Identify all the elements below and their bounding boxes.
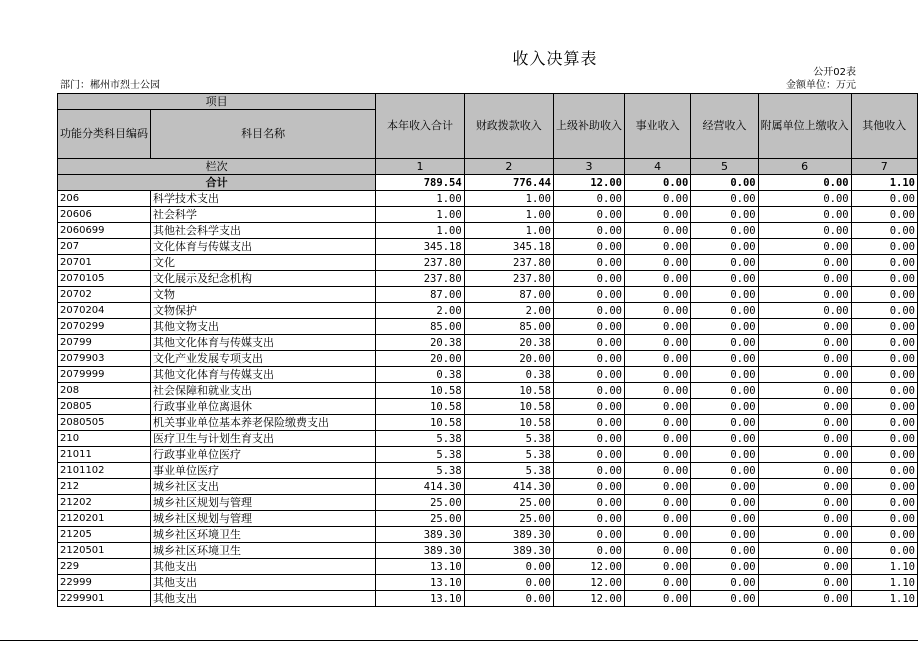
subject-name-cell: 其他文化体育与传媒支出 (151, 367, 376, 383)
amount-cell: 0.00 (553, 191, 624, 207)
amount-cell: 0.00 (851, 207, 917, 223)
lanci-number: 4 (624, 159, 690, 175)
table-row (58, 527, 918, 543)
table-row (58, 319, 918, 335)
table-row (58, 239, 918, 255)
subject-name-cell: 文化展示及纪念机构 (151, 271, 376, 287)
subject-name-cell: 事业单位医疗 (151, 463, 376, 479)
amount-cell: 0.00 (691, 207, 758, 223)
amount-cell: 0.00 (758, 383, 851, 399)
amount-cell: 0.00 (553, 255, 624, 271)
amount-cell: 25.00 (464, 495, 553, 511)
table-row (58, 335, 918, 351)
amount-cell: 1.10 (851, 591, 917, 607)
amount-cell: 0.00 (553, 319, 624, 335)
amount-cell: 0.00 (851, 543, 917, 559)
amount-cell: 0.00 (624, 223, 690, 239)
amount-cell: 0.00 (758, 303, 851, 319)
amount-cell: 0.00 (624, 319, 690, 335)
header-col-1: 本年收入合计 (376, 94, 464, 159)
subject-name-cell: 文化产业发展专项支出 (151, 351, 376, 367)
amount-cell: 0.00 (464, 591, 553, 607)
amount-cell: 0.00 (758, 335, 851, 351)
amount-cell: 0.00 (758, 479, 851, 495)
amount-cell: 0.00 (624, 575, 690, 591)
amount-cell: 0.00 (624, 255, 690, 271)
amount-cell: 0.00 (624, 495, 690, 511)
table-body (58, 191, 918, 607)
amount-cell: 0.00 (464, 559, 553, 575)
function-code-cell: 206 (58, 191, 151, 207)
amount-cell: 0.00 (624, 303, 690, 319)
amount-cell: 0.00 (758, 463, 851, 479)
function-code-cell: 229 (58, 559, 151, 575)
amount-cell: 0.00 (553, 463, 624, 479)
amount-cell: 0.00 (553, 415, 624, 431)
amount-cell: 0.00 (851, 191, 917, 207)
amount-cell: 20.38 (376, 335, 464, 351)
total-value: 0.00 (691, 175, 758, 191)
header-item: 项目 (58, 94, 376, 110)
amount-cell: 389.30 (464, 527, 553, 543)
total-value: 1.10 (851, 175, 917, 191)
amount-cell: 0.00 (553, 207, 624, 223)
subject-name-cell: 城乡社区环境卫生 (151, 543, 376, 559)
amount-cell: 0.00 (553, 287, 624, 303)
table-row (58, 367, 918, 383)
amount-cell: 0.00 (851, 383, 917, 399)
amount-cell: 0.00 (758, 239, 851, 255)
function-code-cell: 210 (58, 431, 151, 447)
total-value: 12.00 (553, 175, 624, 191)
amount-cell: 0.00 (758, 255, 851, 271)
amount-cell: 0.00 (691, 383, 758, 399)
amount-cell: 0.00 (691, 559, 758, 575)
amount-cell: 0.00 (691, 591, 758, 607)
amount-cell: 414.30 (376, 479, 464, 495)
amount-cell: 0.00 (851, 335, 917, 351)
amount-cell: 0.00 (691, 495, 758, 511)
subject-name-cell: 文化体育与传媒支出 (151, 239, 376, 255)
lanci-number: 2 (464, 159, 553, 175)
amount-cell: 389.30 (376, 527, 464, 543)
table-row (58, 495, 918, 511)
function-code-cell: 21011 (58, 447, 151, 463)
table-row (58, 463, 918, 479)
amount-cell: 0.38 (464, 367, 553, 383)
income-final-accounts-table (57, 93, 918, 607)
page-divider (0, 640, 918, 641)
amount-cell: 0.00 (758, 319, 851, 335)
function-code-cell: 2080505 (58, 415, 151, 431)
amount-cell: 0.00 (851, 463, 917, 479)
amount-cell: 0.00 (553, 367, 624, 383)
amount-cell: 0.00 (851, 239, 917, 255)
amount-cell: 0.00 (758, 431, 851, 447)
amount-cell: 0.00 (553, 447, 624, 463)
amount-cell: 0.00 (691, 431, 758, 447)
header-subject-name: 科目名称 (151, 110, 376, 159)
amount-cell: 0.00 (758, 399, 851, 415)
amount-cell: 0.00 (464, 575, 553, 591)
amount-cell: 5.38 (376, 431, 464, 447)
subject-name-cell: 行政事业单位医疗 (151, 447, 376, 463)
total-value: 776.44 (464, 175, 553, 191)
amount-cell: 0.00 (758, 271, 851, 287)
amount-cell: 0.00 (691, 447, 758, 463)
amount-cell: 5.38 (464, 463, 553, 479)
amount-cell: 10.58 (464, 399, 553, 415)
amount-cell: 0.00 (851, 367, 917, 383)
amount-cell: 1.00 (464, 223, 553, 239)
amount-cell: 0.00 (758, 191, 851, 207)
amount-cell: 5.38 (376, 447, 464, 463)
amount-cell: 0.00 (624, 463, 690, 479)
amount-cell: 5.38 (376, 463, 464, 479)
amount-unit-label: 金额单位：万元 (786, 80, 856, 91)
amount-cell: 0.00 (851, 287, 917, 303)
amount-cell: 0.00 (691, 543, 758, 559)
amount-cell: 0.00 (624, 511, 690, 527)
table-row (58, 191, 918, 207)
amount-cell: 10.58 (464, 415, 553, 431)
amount-cell: 0.00 (758, 367, 851, 383)
table-row (58, 591, 918, 607)
amount-cell: 237.80 (464, 271, 553, 287)
table-row (58, 543, 918, 559)
amount-cell: 0.00 (624, 335, 690, 351)
amount-cell: 0.00 (553, 383, 624, 399)
amount-cell: 0.00 (758, 527, 851, 543)
amount-cell: 345.18 (464, 239, 553, 255)
amount-cell: 0.00 (851, 527, 917, 543)
header-col-7: 其他收入 (851, 94, 917, 159)
table-row (58, 287, 918, 303)
subject-name-cell: 城乡社区环境卫生 (151, 527, 376, 543)
amount-cell: 0.00 (624, 271, 690, 287)
amount-cell: 0.00 (758, 559, 851, 575)
amount-cell: 0.00 (851, 511, 917, 527)
amount-cell: 0.00 (851, 319, 917, 335)
form-number: 公开02表 (813, 67, 856, 78)
function-code-cell: 20606 (58, 207, 151, 223)
amount-cell: 237.80 (376, 271, 464, 287)
amount-cell: 0.00 (691, 335, 758, 351)
amount-cell: 10.58 (376, 383, 464, 399)
amount-cell: 0.00 (553, 543, 624, 559)
amount-cell: 10.58 (376, 399, 464, 415)
function-code-cell: 207 (58, 239, 151, 255)
amount-cell: 0.00 (851, 415, 917, 431)
subject-name-cell: 城乡社区规划与管理 (151, 495, 376, 511)
function-code-cell: 22999 (58, 575, 151, 591)
amount-cell: 0.00 (691, 271, 758, 287)
amount-cell: 0.00 (624, 383, 690, 399)
subject-name-cell: 科学技术支出 (151, 191, 376, 207)
amount-cell: 25.00 (376, 495, 464, 511)
header-col-2: 财政拨款收入 (464, 94, 553, 159)
table-row (58, 447, 918, 463)
amount-cell: 345.18 (376, 239, 464, 255)
amount-cell: 5.38 (464, 447, 553, 463)
table-row (58, 383, 918, 399)
amount-cell: 0.00 (691, 287, 758, 303)
amount-cell: 87.00 (464, 287, 553, 303)
subject-name-cell: 社会保障和就业支出 (151, 383, 376, 399)
amount-cell: 0.00 (553, 303, 624, 319)
amount-cell: 5.38 (464, 431, 553, 447)
subject-name-cell: 其他文物支出 (151, 319, 376, 335)
amount-cell: 0.38 (376, 367, 464, 383)
amount-cell: 0.00 (553, 527, 624, 543)
lanci-number: 5 (691, 159, 758, 175)
amount-cell: 0.00 (691, 319, 758, 335)
amount-cell: 0.00 (851, 479, 917, 495)
table-row (58, 255, 918, 271)
amount-cell: 0.00 (624, 367, 690, 383)
amount-cell: 0.00 (758, 495, 851, 511)
amount-cell: 0.00 (691, 223, 758, 239)
amount-cell: 2.00 (464, 303, 553, 319)
lanci-label: 栏次 (58, 159, 376, 175)
amount-cell: 12.00 (553, 591, 624, 607)
table-row (58, 351, 918, 367)
function-code-cell: 208 (58, 383, 151, 399)
table-row (58, 559, 918, 575)
subject-name-cell: 机关事业单位基本养老保险缴费支出 (151, 415, 376, 431)
subject-name-cell: 文物 (151, 287, 376, 303)
header-col-4: 事业收入 (624, 94, 690, 159)
amount-cell: 0.00 (758, 543, 851, 559)
total-value: 0.00 (624, 175, 690, 191)
amount-cell: 0.00 (758, 207, 851, 223)
amount-cell: 1.10 (851, 559, 917, 575)
amount-cell: 0.00 (553, 511, 624, 527)
amount-cell: 13.10 (376, 559, 464, 575)
function-code-cell: 2120501 (58, 543, 151, 559)
subject-name-cell: 城乡社区规划与管理 (151, 511, 376, 527)
table-row (58, 271, 918, 287)
amount-cell: 0.00 (691, 191, 758, 207)
amount-cell: 13.10 (376, 575, 464, 591)
total-row (58, 175, 918, 191)
function-code-cell: 21202 (58, 495, 151, 511)
amount-cell: 389.30 (376, 543, 464, 559)
subject-name-cell: 城乡社区支出 (151, 479, 376, 495)
amount-cell: 0.00 (624, 415, 690, 431)
subject-name-cell: 社会科学 (151, 207, 376, 223)
amount-cell: 0.00 (691, 399, 758, 415)
amount-cell: 12.00 (553, 575, 624, 591)
amount-cell: 10.58 (376, 415, 464, 431)
subject-name-cell: 其他支出 (151, 559, 376, 575)
amount-cell: 0.00 (758, 447, 851, 463)
function-code-cell: 20799 (58, 335, 151, 351)
amount-cell: 20.38 (464, 335, 553, 351)
lanci-number: 6 (758, 159, 851, 175)
function-code-cell: 2070204 (58, 303, 151, 319)
amount-cell: 0.00 (553, 223, 624, 239)
function-code-cell: 2079903 (58, 351, 151, 367)
amount-cell: 87.00 (376, 287, 464, 303)
amount-cell: 0.00 (851, 351, 917, 367)
function-code-cell: 2120201 (58, 511, 151, 527)
amount-cell: 20.00 (464, 351, 553, 367)
amount-cell: 0.00 (758, 575, 851, 591)
amount-cell: 0.00 (758, 287, 851, 303)
amount-cell: 10.58 (464, 383, 553, 399)
amount-cell: 0.00 (691, 351, 758, 367)
amount-cell: 414.30 (464, 479, 553, 495)
header-func-code: 功能分类科目编码 (58, 110, 151, 159)
subject-name-cell: 行政事业单位离退休 (151, 399, 376, 415)
amount-cell: 0.00 (691, 575, 758, 591)
amount-cell: 1.00 (464, 207, 553, 223)
lanci-number: 1 (376, 159, 464, 175)
amount-cell: 1.10 (851, 575, 917, 591)
amount-cell: 0.00 (758, 415, 851, 431)
function-code-cell: 212 (58, 479, 151, 495)
function-code-cell: 2070105 (58, 271, 151, 287)
amount-cell: 0.00 (691, 255, 758, 271)
amount-cell: 0.00 (624, 543, 690, 559)
header-col-5: 经营收入 (691, 94, 758, 159)
header-col-3: 上级补助收入 (553, 94, 624, 159)
amount-cell: 0.00 (851, 399, 917, 415)
amount-cell: 13.10 (376, 591, 464, 607)
amount-cell: 0.00 (553, 399, 624, 415)
subject-name-cell: 其他支出 (151, 591, 376, 607)
amount-cell: 0.00 (851, 303, 917, 319)
amount-cell: 0.00 (624, 351, 690, 367)
amount-cell: 0.00 (553, 335, 624, 351)
amount-cell: 0.00 (691, 367, 758, 383)
amount-cell: 0.00 (851, 223, 917, 239)
amount-cell: 0.00 (553, 239, 624, 255)
amount-cell: 237.80 (464, 255, 553, 271)
subject-name-cell: 文物保护 (151, 303, 376, 319)
amount-cell: 0.00 (624, 239, 690, 255)
table-row (58, 575, 918, 591)
amount-cell: 85.00 (464, 319, 553, 335)
amount-cell: 1.00 (376, 223, 464, 239)
amount-cell: 2.00 (376, 303, 464, 319)
amount-cell: 1.00 (376, 191, 464, 207)
amount-cell: 0.00 (624, 207, 690, 223)
subject-name-cell: 医疗卫生与计划生育支出 (151, 431, 376, 447)
amount-cell: 1.00 (376, 207, 464, 223)
amount-cell: 0.00 (624, 399, 690, 415)
amount-cell: 0.00 (851, 271, 917, 287)
amount-cell: 0.00 (691, 527, 758, 543)
amount-cell: 0.00 (553, 351, 624, 367)
amount-cell: 0.00 (851, 447, 917, 463)
amount-cell: 0.00 (624, 191, 690, 207)
amount-cell: 0.00 (624, 447, 690, 463)
table-row (58, 511, 918, 527)
table-row (58, 415, 918, 431)
function-code-cell: 2060699 (58, 223, 151, 239)
lanci-number: 7 (851, 159, 917, 175)
amount-cell: 0.00 (624, 479, 690, 495)
subject-name-cell: 其他支出 (151, 575, 376, 591)
table-row (58, 223, 918, 239)
table-row (58, 479, 918, 495)
lanci-number: 3 (553, 159, 624, 175)
amount-cell: 0.00 (758, 351, 851, 367)
amount-cell: 0.00 (624, 527, 690, 543)
table-row (58, 207, 918, 223)
amount-cell: 0.00 (691, 479, 758, 495)
amount-cell: 0.00 (624, 591, 690, 607)
function-code-cell: 20702 (58, 287, 151, 303)
amount-cell: 0.00 (553, 495, 624, 511)
amount-cell: 25.00 (376, 511, 464, 527)
amount-cell: 0.00 (691, 511, 758, 527)
amount-cell: 0.00 (624, 431, 690, 447)
amount-cell: 0.00 (624, 559, 690, 575)
amount-cell: 0.00 (553, 431, 624, 447)
function-code-cell: 2079999 (58, 367, 151, 383)
amount-cell: 0.00 (758, 223, 851, 239)
amount-cell: 25.00 (464, 511, 553, 527)
subject-name-cell: 其他文化体育与传媒支出 (151, 335, 376, 351)
amount-cell: 237.80 (376, 255, 464, 271)
subject-name-cell: 文化 (151, 255, 376, 271)
table-row (58, 303, 918, 319)
amount-cell: 389.30 (464, 543, 553, 559)
amount-cell: 0.00 (758, 591, 851, 607)
amount-cell: 12.00 (553, 559, 624, 575)
table-row (58, 399, 918, 415)
function-code-cell: 2070299 (58, 319, 151, 335)
amount-cell: 0.00 (553, 271, 624, 287)
function-code-cell: 20805 (58, 399, 151, 415)
amount-cell: 20.00 (376, 351, 464, 367)
amount-cell: 0.00 (691, 239, 758, 255)
function-code-cell: 2299901 (58, 591, 151, 607)
amount-cell: 85.00 (376, 319, 464, 335)
report-title: 收入决算表 (512, 49, 598, 68)
function-code-cell: 20701 (58, 255, 151, 271)
amount-cell: 0.00 (851, 255, 917, 271)
subject-name-cell: 其他社会科学支出 (151, 223, 376, 239)
amount-cell: 0.00 (691, 303, 758, 319)
amount-cell: 1.00 (464, 191, 553, 207)
amount-cell: 0.00 (624, 287, 690, 303)
amount-cell: 0.00 (851, 431, 917, 447)
total-value: 789.54 (376, 175, 464, 191)
function-code-cell: 21205 (58, 527, 151, 543)
total-value: 0.00 (758, 175, 851, 191)
department-label: 部门：郴州市烈士公园 (60, 80, 160, 91)
amount-cell: 0.00 (691, 463, 758, 479)
total-label: 合计 (58, 175, 376, 191)
amount-cell: 0.00 (691, 415, 758, 431)
function-code-cell: 2101102 (58, 463, 151, 479)
amount-cell: 0.00 (758, 511, 851, 527)
table-row (58, 431, 918, 447)
amount-cell: 0.00 (851, 495, 917, 511)
header-col-6: 附属单位上缴收入 (758, 94, 851, 159)
amount-cell: 0.00 (553, 479, 624, 495)
